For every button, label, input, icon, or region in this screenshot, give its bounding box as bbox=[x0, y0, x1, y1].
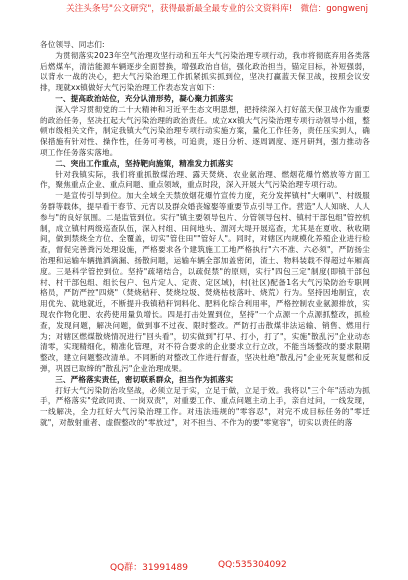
section-heading: 二、突出工作重点，坚持靶向施策，精准发力抓落实 bbox=[55, 158, 234, 168]
paragraph: 一是宣传引导到位。加大全域全天禁放烟花爆竹宣传力度，充分发挥镇村"大喇叭"、村级服务群等载体，提早看干春节、元宵以及群众婚丧嫁娶等重要节点引导工作。营造"人人知晓、人人参与"的良好氛围。二是监管到位。实行"镇主要领导包片、分管领导包村、镇村干部包组"管控机制，成立镇村两级巡查队伍，深入村组、田间地头、渭河大堤开展巡查，尤其是在夏收、秋收期间，做到禁烧全方位、全覆盖，切实"管住田""管好人"。同时，对辖区内规模化养殖企业进行检查，督促完善粪污处理设施，严格要求各个建筑施工工地严格执行"六不准、六必须"，严防扬尘治理和运输车辆抛洒滴漏、扬散问题，运输车辆全部加盖密闭，渣土、物料装载不得超过车厢高度。三是科学管控到位。坚持"疏堵结合，以疏促禁"的原则，实行"四包三定"制度(即镇干部包村、村干部包组、组长包户、包片定人、定责、定区域)，村(社区)配备1名大气污染防治专职网格员，严防严控"四烧"（焚烧秸秆、焚烧垃圾、焚烧枯枝落叶、烧荒）行为。坚持因地制宜，农用优先、就地就近，不断提升我镇秸秆饲料化、肥料化综合利用率，严格控制农业氨源排放，实现农作物化肥、农药使用量负增长。四是打击处置到位，坚持"一个点源一个点源抓整改，抓检查，发现问题，解决问题，做到事不过夜、限时整改。严防打击散煤非法运输、销售、燃用行为；对辖区燃煤散烧情况进行"回头看"，切实做到"打早、打小，打了"，实施"散乱污"企业动态清零，实现精细化，精准化管理，对不符合要求的企业要求立行立改，不能当场整改的要求限期整改，建立问题整改清单。不同断的对整改工作进行督查，坚决杜绝"散乱污"企业死灰复燃和反弹，巩固已取缔的"散乱污"企业治理成果。 bbox=[40, 191, 370, 373]
paragraph: 打好大气污染防治攻坚战，必须立足于实，立足于做，立足于效。我将以"三个年"活动为抓手，严格落实"党政同责、一岗双责"，对重要工作、重点问题主动上手，亲自过问，一线发现，一线解决，全力扛好大气污染治理工作。对违法违规的"零容忍"，对完不成目标任务的"零迁就"，对散射重者、虚假整改的"零放过"，对不担当、不作为的要"零宽容"，切实以责任的落 bbox=[40, 385, 370, 427]
paragraph: 深入学习贯彻党的二十大精神和习近平生态文明思想，把持续深入打好蓝天保卫战作为重要的政治任务，坚决扛起大气污染治理的政治责任。成立xx镇大气污染治理专项行动领导小组，整顿市级相关文件，制定我镇大气污染治理专项行动实施方案，量化工作任务，责任压实到人，确保措施有针对性、操作性，任务可考核，可追责，逐日分析、逐周调度、逐月研判，强力推动各项工作任务落实落地。 bbox=[40, 104, 370, 157]
document-body bbox=[40, 40, 370, 429]
qq-text: QQ:535304092 bbox=[218, 560, 287, 570]
section-heading: 一、提高政治站位，充分认清形势，凝心聚力抓落实 bbox=[55, 93, 234, 103]
section-heading: 三、严格落实责任，密切联系群众，担当作为抓落实 bbox=[55, 374, 234, 384]
paragraph: 为贯彻落实2023年空气治理攻坚行动和五年大气污染治理专项行动，我市将彻底弃用各类落后燃煤车，清洁能源车辆逐步全面替换，增强政治自信，强化政治担当，锚定目标，补短强弱，以背水一战的决心，把大气污染治理工作抓紧抓实抓到位，坚决打赢蓝天保卫战，按照会议安排，现就xx镇做好大气污染治理工作表态发言如下： bbox=[40, 50, 370, 93]
qq-group-text: QQ群：31991489 bbox=[110, 563, 188, 573]
greeting: 各位领导、同志们: bbox=[40, 40, 105, 49]
banner-text: 关注头条号"公文研究"，获得最新最全最专业的公文资料库! 微信：gongwenj bbox=[66, 4, 368, 14]
top-banner bbox=[0, 0, 408, 40]
footer-banner bbox=[0, 550, 408, 580]
paragraph: 针对我镇实际，我们将重抓散煤治理、露天焚烧、农业氨治理、燃烟花爆竹燃放等方面工作，聚焦重点企业、重点问题、重点领域，重点时段，深入开展大气污染治理专项行动。 bbox=[40, 169, 370, 190]
